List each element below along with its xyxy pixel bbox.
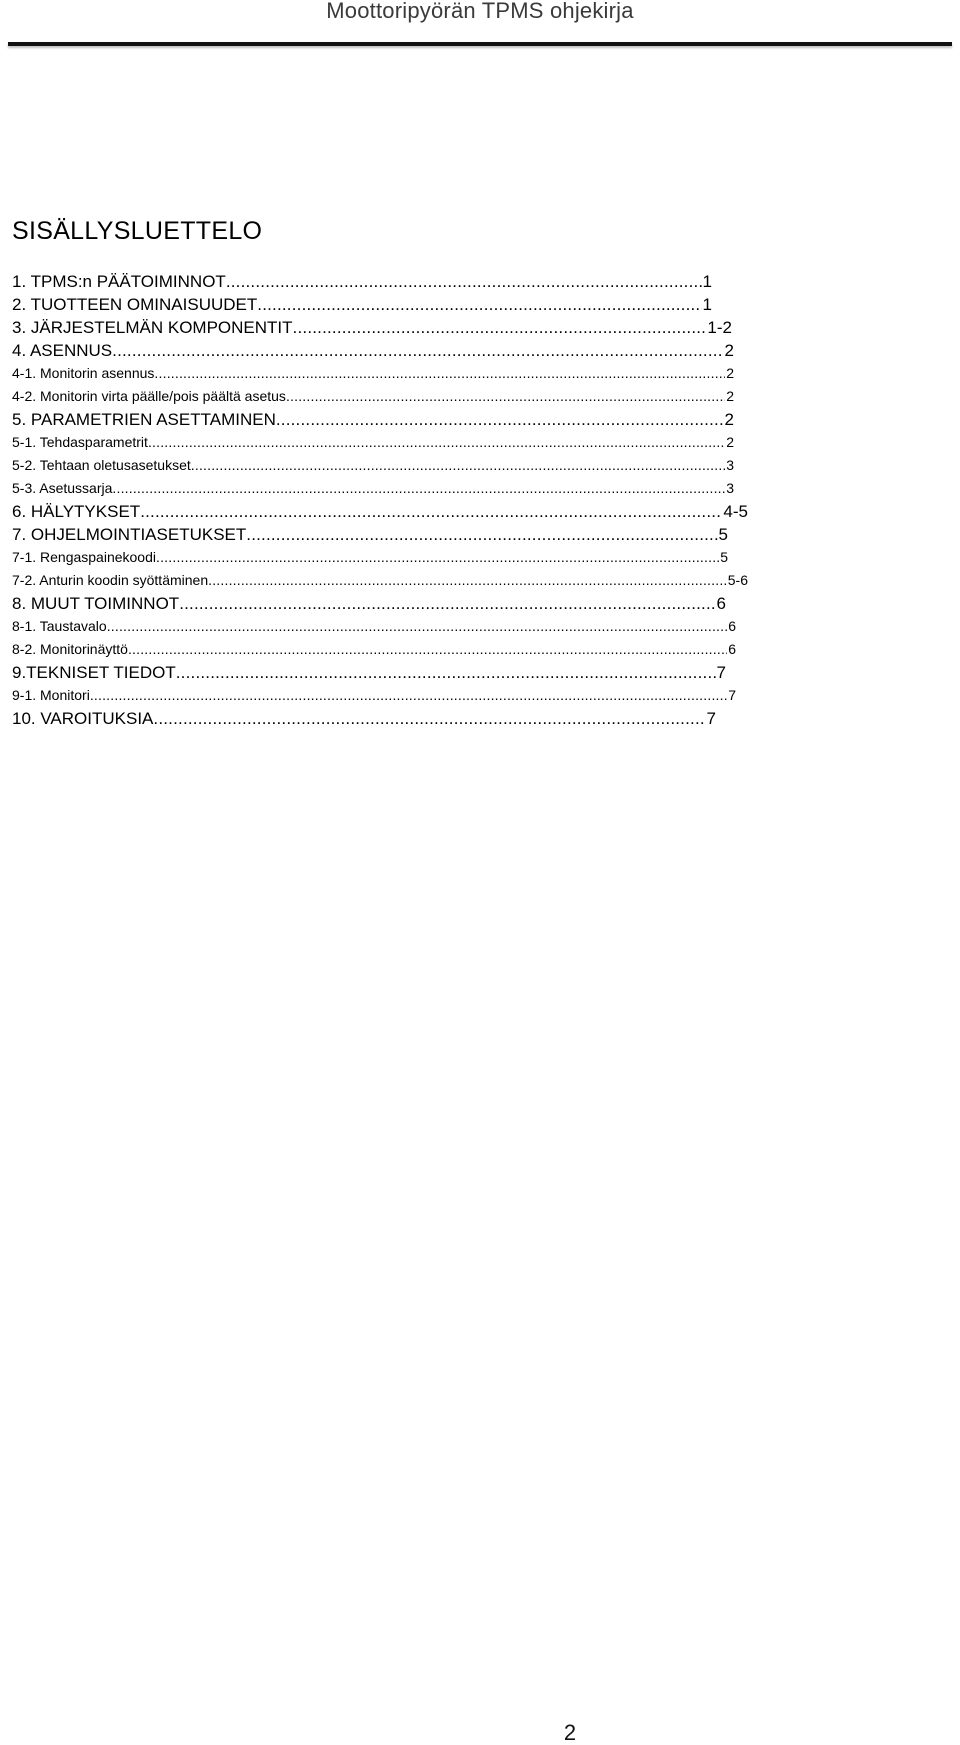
toc-heading: SISÄLLYSLUETTELO	[12, 217, 263, 245]
toc-entry[interactable]	[12, 500, 748, 523]
toc-entry-page: 6	[716, 594, 726, 613]
toc-entry-label: 5-2. Tehtaan oletusasetukset	[12, 457, 191, 473]
toc-dot-leader	[140, 500, 722, 523]
toc-entry-label: 7. OHJELMOINTIASETUKSET	[12, 525, 247, 544]
toc-entry-label: 2. TUOTTEEN OMINAISUUDET	[12, 295, 258, 314]
toc-entry-page: 3	[726, 457, 734, 473]
toc-entry[interactable]	[12, 707, 716, 730]
toc-entry-page: 5	[720, 549, 728, 565]
toc-entry-page: 5	[718, 525, 728, 544]
toc-entry-label: 7-1. Rengaspainekoodi	[12, 549, 156, 565]
toc-dot-leader	[286, 385, 725, 408]
toc-entry[interactable]	[12, 385, 734, 408]
toc-entry-label: 8. MUUT TOIMINNOT	[12, 594, 180, 613]
toc-entry[interactable]	[12, 569, 748, 592]
toc-entry-label: 4-2. Monitorin virta päälle/pois päältä asetus	[12, 388, 286, 404]
toc-entry-page: 3	[726, 480, 734, 496]
toc-entry[interactable]	[12, 615, 736, 638]
toc-entry[interactable]	[12, 477, 734, 500]
toc-entry-label: 7-2. Anturin koodin syöttäminen	[12, 572, 209, 588]
toc-entry-label: 4-1. Monitorin asennus	[12, 365, 155, 381]
toc-entry-label: 10. VAROITUKSIA	[12, 709, 154, 728]
toc-dot-leader	[90, 684, 727, 707]
toc-entry-label: 6. HÄLYTYKSET	[12, 502, 141, 521]
toc-entry-label: 8-2. Monitorinäyttö	[12, 641, 128, 657]
toc-entry-page: 7	[728, 687, 736, 703]
toc-entry-page: 1	[702, 295, 712, 314]
toc-dot-leader	[176, 661, 716, 684]
toc-entry[interactable]	[12, 431, 734, 454]
toc-entry-label: 4. ASENNUS	[12, 341, 113, 360]
page-header	[0, 0, 960, 48]
page-number: 2	[563, 1720, 577, 1745]
toc-entry-label: 9-1. Monitori	[12, 687, 90, 703]
toc-dot-leader	[208, 569, 727, 592]
toc-entry[interactable]	[12, 316, 732, 339]
toc-dot-leader	[112, 339, 723, 362]
toc-entry[interactable]	[12, 684, 736, 707]
toc-entry-label: 5-3. Asetussarja	[12, 480, 113, 496]
toc-entry-page: 5-6	[727, 572, 748, 588]
toc-entry[interactable]	[12, 408, 734, 431]
toc-entry-label: 9.TEKNISET TIEDOT	[12, 663, 176, 682]
toc-entry-page: 6	[728, 641, 736, 657]
toc-dot-leader	[154, 362, 725, 385]
toc-entry[interactable]	[12, 661, 726, 684]
toc-entry-page: 7	[716, 663, 726, 682]
toc-dot-leader	[153, 707, 705, 730]
toc-entry-label: 8-1. Taustavalo	[12, 618, 107, 634]
toc-entry[interactable]	[12, 592, 726, 615]
toc-dot-leader	[276, 408, 724, 431]
toc-dot-leader	[112, 477, 725, 500]
toc-dot-leader	[179, 592, 715, 615]
toc-entry-page: 2	[724, 341, 734, 360]
toc-dot-leader	[246, 523, 717, 546]
toc-entry-page: 2	[724, 410, 734, 429]
toc-dot-leader	[257, 293, 701, 316]
toc-entry-label: 1. TPMS:n PÄÄTOIMINNOT	[12, 272, 226, 291]
table-of-contents	[12, 270, 748, 730]
toc-dot-leader	[226, 270, 702, 293]
toc-entry-page: 2	[726, 365, 734, 381]
toc-entry[interactable]	[12, 270, 712, 293]
toc-entry-page: 7	[706, 709, 716, 728]
toc-dot-leader	[293, 316, 707, 339]
toc-entry-page: 2	[726, 388, 734, 404]
toc-entry[interactable]	[12, 339, 734, 362]
document-title: Moottoripyörän TPMS ohjekirja	[326, 0, 634, 23]
toc-entry[interactable]	[12, 523, 728, 546]
toc-entry[interactable]	[12, 638, 736, 661]
toc-dot-leader	[156, 546, 719, 569]
toc-dot-leader	[107, 615, 728, 638]
toc-entry-page: 4-5	[723, 502, 748, 521]
toc-entry-page: 1-2	[707, 318, 732, 337]
toc-entry[interactable]	[12, 293, 712, 316]
toc-entry-page: 1	[702, 272, 712, 291]
toc-entry-page: 2	[726, 434, 734, 450]
toc-entry-page: 6	[728, 618, 736, 634]
toc-entry[interactable]	[12, 362, 734, 385]
toc-entry-label: 5. PARAMETRIEN ASETTAMINEN	[12, 410, 276, 429]
toc-dot-leader	[128, 638, 727, 661]
toc-entry[interactable]	[12, 546, 728, 569]
toc-entry-label: 3. JÄRJESTELMÄN KOMPONENTIT	[12, 318, 293, 337]
header-divider	[8, 42, 952, 46]
toc-dot-leader	[191, 454, 725, 477]
toc-entry-label: 5-1. Tehdasparametrit	[12, 434, 148, 450]
toc-dot-leader	[148, 431, 725, 454]
toc-entry[interactable]	[12, 454, 734, 477]
